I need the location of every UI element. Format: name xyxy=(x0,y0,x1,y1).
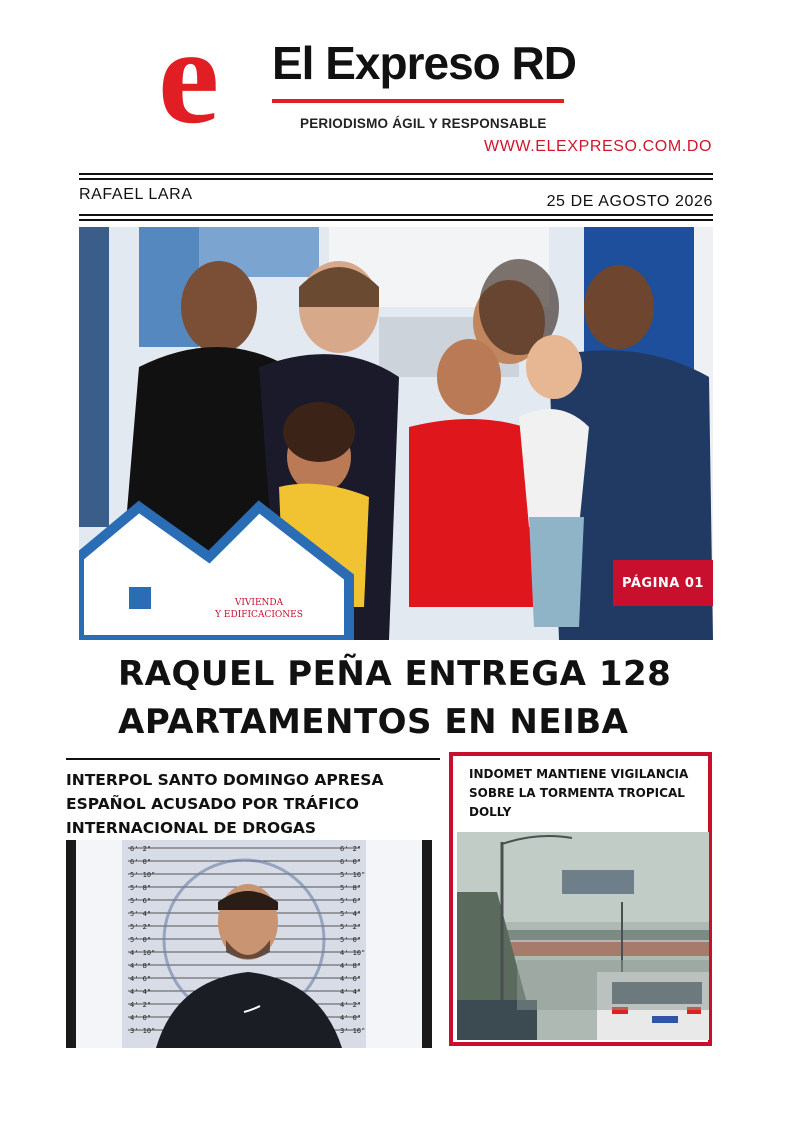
height-mark: 5' 4" xyxy=(130,910,152,918)
height-mark: 6' 0" xyxy=(340,858,362,866)
story2-headline[interactable]: INTERPOL SANTO DOMINGO APRESA ESPAÑOL ACUSADO POR TRÁFICO INTERNACIONAL DE DROGAS xyxy=(66,771,384,837)
height-mark: 5' 10" xyxy=(130,871,156,879)
height-mark: 4' 6" xyxy=(130,975,152,983)
top-rule-2 xyxy=(79,178,713,180)
story2-rule xyxy=(66,758,440,760)
story2-photo xyxy=(66,840,432,1048)
height-mark: 6' 0" xyxy=(130,858,152,866)
story3-photo xyxy=(457,832,709,1040)
height-mark: 5' 2" xyxy=(130,923,152,931)
height-mark: 4' 2" xyxy=(340,1001,362,1009)
svg-text:VIVIENDA: VIVIENDA xyxy=(234,598,284,608)
height-mark: 5' 0" xyxy=(130,936,152,944)
height-mark: 5' 8" xyxy=(130,884,152,892)
meta-rule-2 xyxy=(79,219,713,221)
brand-tagline: PERIODISMO ÁGIL Y RESPONSABLE xyxy=(300,116,547,131)
brand-logo-letter: e xyxy=(158,0,220,152)
lead-headline[interactable]: RAQUEL PEÑA ENTREGA 128 APARTAMENTOS EN NEIBA xyxy=(118,654,672,742)
height-mark: 4' 6" xyxy=(340,975,362,983)
meta-rule xyxy=(79,214,713,216)
brand-underline xyxy=(272,99,564,103)
height-mark: 4' 10" xyxy=(340,949,366,957)
page-badge[interactable]: PÁGINA 01 xyxy=(613,560,713,606)
top-rule xyxy=(79,173,713,175)
issue-date: 25 DE AGOSTO 2026 xyxy=(546,193,713,210)
author-byline: RAFAEL LARA xyxy=(79,186,193,203)
height-mark: 5' 0" xyxy=(340,936,362,944)
website-link[interactable]: WWW.ELEXPRESO.COM.DO xyxy=(484,138,713,155)
height-mark: 5' 2" xyxy=(340,923,362,931)
mugshot-illustration xyxy=(66,840,432,1048)
height-mark: 3' 10" xyxy=(340,1027,366,1035)
height-mark: 4' 0" xyxy=(130,1014,152,1022)
svg-text:Y EDIFICACIONES: Y EDIFICACIONES xyxy=(215,610,303,620)
storm-illustration xyxy=(457,832,709,1040)
height-mark: 4' 8" xyxy=(340,962,362,970)
height-mark: 5' 8" xyxy=(340,884,362,892)
height-mark: 5' 4" xyxy=(340,910,362,918)
story3-headline[interactable]: INDOMET MANTIENE VIGILANCIA SOBRE LA TORMENTA TROPICAL DOLLY xyxy=(469,767,689,819)
height-mark: 4' 0" xyxy=(340,1014,362,1022)
height-mark: 3' 10" xyxy=(130,1027,156,1035)
height-mark: 6' 2" xyxy=(340,845,362,853)
height-mark: 6' 2" xyxy=(130,845,152,853)
height-mark: 4' 10" xyxy=(130,949,156,957)
height-mark: 4' 8" xyxy=(130,962,152,970)
brand-name: El Expreso RD xyxy=(272,37,576,89)
height-mark: 5' 6" xyxy=(130,897,152,905)
height-mark: 5' 10" xyxy=(340,871,366,879)
height-mark: 4' 4" xyxy=(130,988,152,996)
height-mark: 5' 6" xyxy=(340,897,362,905)
height-mark: 4' 2" xyxy=(130,1001,152,1009)
height-mark: 4' 4" xyxy=(340,988,362,996)
